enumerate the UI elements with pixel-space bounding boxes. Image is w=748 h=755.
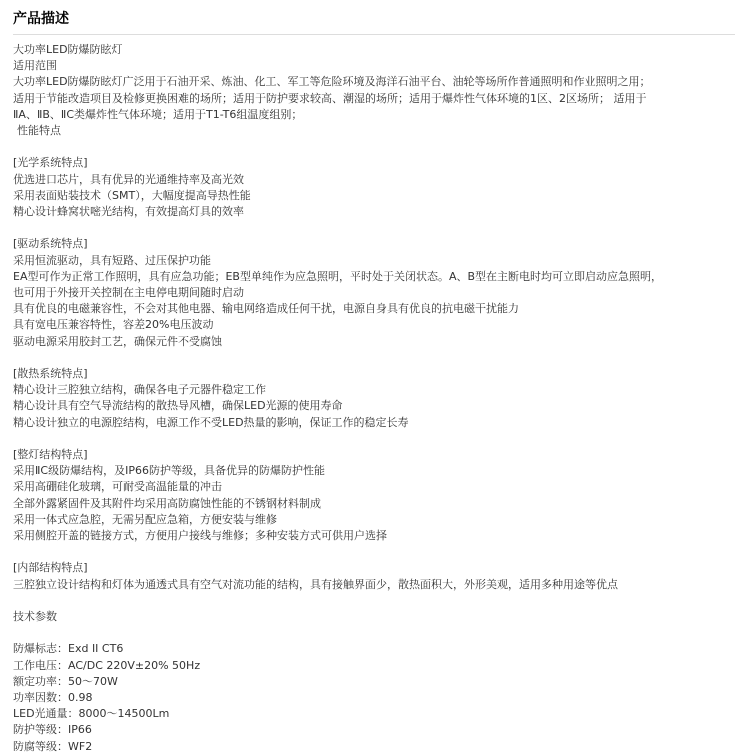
product-description	[13, 42, 735, 755]
optical-item: 采用表面贴装技术（SMT），大幅度提高导热性能	[13, 188, 251, 202]
specs-title: 技术参数	[13, 610, 57, 624]
spec-item: 工作电压：AC/DC 220V±20% 50Hz	[13, 658, 201, 672]
features-title: 性能特点	[17, 124, 61, 138]
drive-item-continuation: 也可用于外接开关控制在主电停电期间随时启动	[13, 286, 244, 300]
spec-item: 防爆标志：Exd II CT6	[13, 642, 124, 656]
drive-item: 采用恒流驱动，具有短路、过压保护功能	[13, 253, 211, 267]
optical-section-title: [光学系统特点]	[13, 156, 88, 170]
spacer	[13, 625, 735, 641]
spacer	[13, 431, 735, 447]
drive-item: 驱动电源采用胶封工艺，确保元件不受腐蚀	[13, 334, 222, 348]
structure-item: 采用侧腔开盖的链接方式，方便用户接线与维修；多种安装方式可供用户选择	[13, 529, 387, 543]
thermal-item: 精心设计具有空气导流结构的散热导风槽，确保LED光源的使用寿命	[13, 399, 343, 413]
spec-item: LED光通量：8000～14500Lm	[13, 707, 170, 721]
structure-item: 采用ⅡC级防爆结构，及IP66防护等级，具备优异的防爆防护性能	[13, 464, 325, 478]
scope-title: 适用范围	[13, 59, 57, 73]
optical-item: 优选进口芯片，具有优异的光通维持率及高光效	[13, 172, 244, 186]
scope-paragraph-2-line-1: 适用于节能改造项目及检修更换困难的场所；适用于防护要求较高、潮湿的场所；适用于爆炸性气体环境的1区、2区场所； 适用于	[13, 91, 647, 105]
spacer	[13, 139, 735, 155]
thermal-item: 精心设计独立的电源腔结构，电源工作不受LED热量的影响，保证工作的稳定长寿	[13, 415, 409, 429]
internal-section-title: [内部结构特点]	[13, 561, 88, 575]
spec-item: 功率因数：0.98	[13, 691, 93, 705]
scope-paragraph-1: 大功率LED防爆防眩灯广泛用于石油开采、炼油、化工、军工等危险环境及海洋石油平台、油轮等场所作普通照明和作业照明之用；	[13, 75, 651, 89]
drive-item: 具有宽电压兼容特性，容差20%电压波动	[13, 318, 214, 332]
spacer	[13, 220, 735, 236]
drive-item: 具有优良的电磁兼容性，不会对其他电器、输电网络造成任何干扰，电源自身具有优良的抗电磁干扰能力	[13, 302, 519, 316]
structure-section-title: [整灯结构特点]	[13, 448, 88, 462]
thermal-section-title: [散热系统特点]	[13, 367, 88, 381]
spacer	[13, 350, 735, 366]
structure-item: 全部外露紧固件及其附件均采用高防腐蚀性能的不锈钢材料制成	[13, 496, 321, 510]
section-header	[13, 8, 735, 35]
spec-item: 防腐等级：WF2	[13, 739, 93, 753]
drive-item: EA型可作为正常工作照明，具有应急功能；EB型单纯作为应急照明，平时处于关闭状态。A、B型在主断电时均可立即启动应急照明，	[13, 269, 663, 283]
spacer	[13, 544, 735, 560]
internal-item: 三腔独立设计结构和灯体为通透式具有空气对流功能的结构，具有接触界面少，散热面积大，外形美观，适用多种用途等优点	[13, 577, 618, 591]
spec-item: 防护等级：IP66	[13, 723, 92, 737]
drive-section-title: [驱动系统特点]	[13, 237, 88, 251]
thermal-item: 精心设计三腔独立结构，确保各电子元器件稳定工作	[13, 383, 266, 397]
spec-item: 额定功率：50～70W	[13, 674, 118, 688]
spacer	[13, 593, 735, 609]
product-name: 大功率LED防爆防眩灯	[13, 43, 123, 56]
structure-item: 采用一体式应急腔，无需另配应急箱，方便安装与维修	[13, 512, 277, 526]
scope-paragraph-2-line-2: ⅡA、ⅡB、ⅡC类爆炸性气体环境；适用于T1-T6组温度组别；	[13, 107, 303, 121]
page-title: 产品描述	[13, 11, 69, 27]
optical-item: 精心设计蜂窝状嘧光结构，有效提高灯具的效率	[13, 205, 244, 219]
structure-item: 采用高硼硅化玻璃，可耐受高温能量的冲击	[13, 480, 222, 494]
